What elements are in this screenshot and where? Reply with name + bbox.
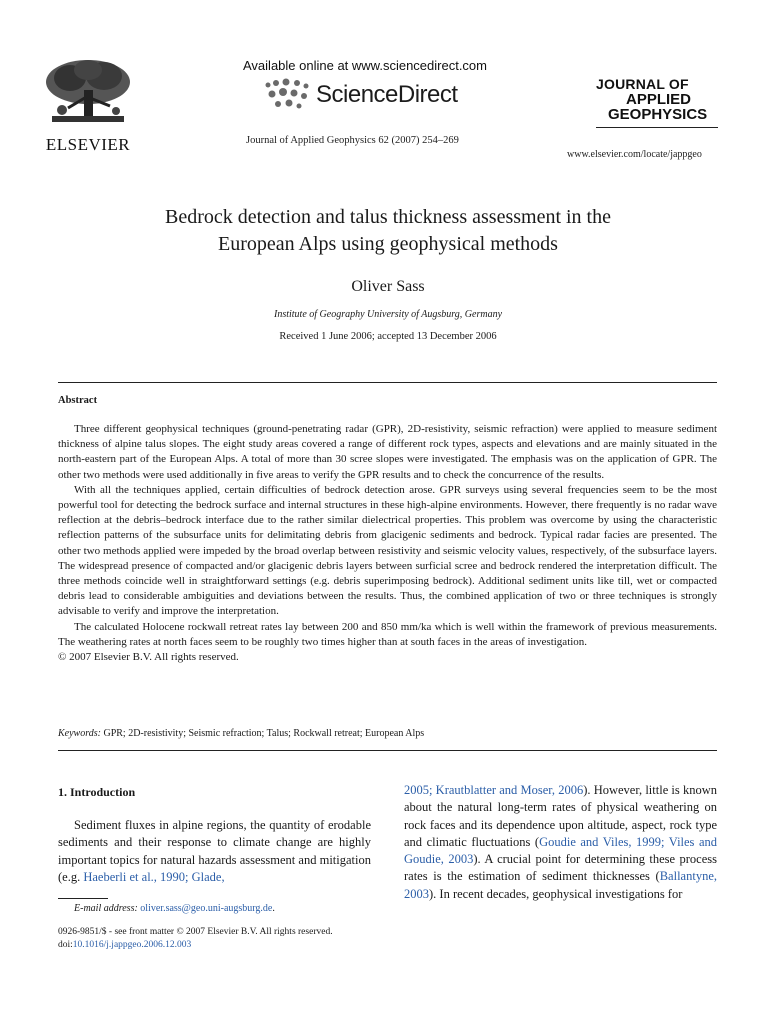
intro-paragraph-right — [404, 782, 717, 903]
front-matter — [58, 926, 398, 952]
abstract-paragraph-3: The calculated Holocene rockwall retreat rates lay between 200 and 850 mm/ka which is well within the framework of previous measurements. The weathering rates at north faces seem to be roughly two times higher than at south faces in the areas of investigation. — [58, 620, 717, 648]
journal-logo — [596, 77, 724, 122]
email-link[interactable]: oliver.sass@geo.uni-augsburg.de — [140, 903, 273, 914]
footnote-rule — [58, 898, 108, 899]
keywords-label: Keywords: — [58, 728, 101, 739]
abstract-body — [58, 422, 717, 665]
author-name: Oliver Sass — [351, 278, 425, 295]
right-column — [404, 782, 717, 903]
intro-right-text-3: ). In recent decades, geophysical investigations for — [429, 886, 683, 901]
title-line-1: Bedrock detection and talus thickness assessment in the — [164, 206, 611, 228]
keywords-line — [58, 728, 717, 739]
elsevier-logo — [38, 56, 138, 154]
doi-line — [58, 939, 398, 952]
sciencedirect-logo — [262, 77, 482, 117]
left-column — [58, 817, 371, 886]
article-title — [60, 204, 716, 258]
doi-link[interactable]: 10.1016/j.jappgeo.2006.12.003 — [72, 940, 192, 950]
footnote-email — [58, 903, 371, 914]
title-line-2: European Alps using geophysical methods — [218, 233, 558, 255]
section-heading-introduction: 1. Introduction — [58, 785, 136, 799]
publisher-name: ELSEVIER — [45, 135, 131, 154]
journal-citation: Journal of Applied Geophysics 62 (2007) 254–269 — [246, 135, 459, 146]
email-label: E-mail address: — [74, 903, 138, 914]
doi-label: doi: — [58, 940, 73, 950]
journal-url[interactable]: www.elsevier.com/locate/jappgeo — [567, 149, 702, 160]
available-online-text: Available online at www.sciencedirect.com — [243, 58, 487, 73]
intro-paragraph-left — [58, 817, 371, 886]
abstract-paragraph-2: With all the techniques applied, certain difficulties of bedrock detection arose. GPR surveys using several frequencies seem to be the most powerful tool for detecting the bedrock surface and internal structures in these high-alpine environments. However, there frequently is no radar wave reflection at the debris–bedrock interface due to the rather similar dielectrical properties. This problem was overcome by using the characteristic reflection patterns of the subsurface units for delimitating debris from glacigenic sediments and bedrock. Typical radar facies are presented. The other two methods applied were impeded by the broad overlap between resistivity and seismic velocity values, respectively, of the subsurface layers. The widespread presence of compacted and/or glacigenic debris layers between surficial scree and bedrock rendered the interpretation difficult. The three methods coincide well in straightforward settings (e.g. debris superimposing bedrock). Additional sediment units like till, wet or compacted debris lead to considerable ambiguities and deviations between the results. Thus, the combined application of two or three techniques is strongly advisable to verify and improve the interpretation. — [58, 483, 717, 618]
keywords-list: GPR; 2D-resistivity; Seismic refraction; Talus; Rockwall retreat; European Alps — [103, 728, 425, 739]
abstract-top-rule — [58, 382, 717, 383]
front-matter-line: 0926-9851/$ - see front matter © 2007 Elsevier B.V. All rights reserved. — [58, 927, 333, 937]
sciencedirect-wordmark: ScienceDirect — [316, 81, 458, 108]
journal-logo-rule — [596, 127, 718, 128]
intro-left-text: Sediment fluxes in alpine regions, the quantity of erodable sediments and their response to climate change are highly important topics for natural hazards assessment and mitigation (e.g. — [58, 818, 371, 884]
author-affiliation: Institute of Geography University of Augsburg, Germany — [273, 309, 503, 320]
reference-link-goudie[interactable]: Goudie and Viles, 1999; Viles and Goudie, 2003 — [404, 834, 717, 867]
received-dates: Received 1 June 2006; accepted 13 December 2006 — [279, 331, 497, 342]
abstract-paragraph-1: Three different geophysical techniques (ground-penetrating radar (GPR), 2D-resistivity, seismic refraction) were applied to measure sediment thickness of alpine talus slopes. The eight study areas covered a range of different rock types, aspects and elevations and are mainly situated in the north-eastern part of the European Alps. A total of more than 30 scree slopes were investigated. The emphasis was on the application of GPR. The other two methods were used additionally in five areas to verify the GPR results and to check the concurrence of the results. — [58, 423, 717, 481]
journal-logo-line1: JOURNAL OF — [596, 76, 689, 92]
intro-right-text-2: ). A crucial point for determining these process rates is the estimation of sediment thicknesses ( — [404, 852, 717, 884]
journal-logo-line3: GEOPHYSICS — [608, 106, 708, 123]
sciencedirect-dots-icon — [262, 77, 314, 113]
copyright-line: © 2007 Elsevier B.V. All rights reserved. — [58, 651, 239, 664]
abstract-bottom-rule — [58, 750, 717, 751]
reference-link-ballantyne[interactable]: Ballantyne, 2003 — [404, 869, 717, 901]
reference-link-krautblatter[interactable]: 2005; Krautblatter and Moser, 2006 — [404, 783, 584, 797]
elsevier-tree-icon — [38, 56, 138, 128]
journal-logo-line2: APPLIED — [626, 91, 692, 108]
email-end: . — [272, 903, 275, 914]
reference-link-haeberli[interactable]: Haeberli et al., 1990; Glade, — [83, 869, 225, 884]
abstract-heading: Abstract — [58, 395, 98, 406]
intro-right-text-1: ). However, little is known about the natural long-term rates of physical weathering on rock faces and its dependence upon altitude, aspect, rock type and climatic fluctuations ( — [404, 783, 717, 849]
